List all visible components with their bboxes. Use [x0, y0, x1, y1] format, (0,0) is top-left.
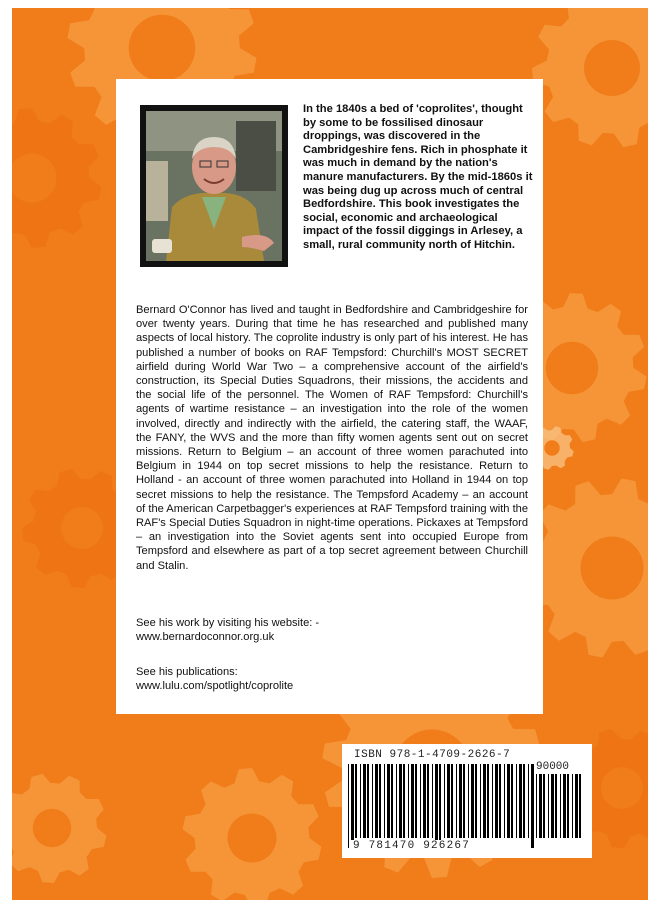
barcode-bar: [567, 774, 569, 838]
book-blurb: In the 1840s a bed of 'coprolites', thought by some to be fossilised dinosaur droppings, was discovered in the Cambridgeshire fens. Rich in phosphate it was much in demand by the nation's manure manufacturers. By the mid-1860s it was being dug up across much of central Bedfordshire. This book investigates the social, economic and archaeological impact of the fossil diggings in Arlesey, a small, rural community north of Hitchin.: [303, 103, 533, 251]
gear-hub: [61, 507, 103, 549]
barcode-bar: [367, 764, 369, 838]
isbn-barcode: [342, 744, 592, 858]
barcode-bar: [396, 764, 397, 838]
barcode-bars: [348, 764, 534, 848]
barcode-bar: [444, 764, 445, 838]
barcode-bar: [384, 764, 385, 838]
barcode-bar: [372, 764, 373, 838]
text-panel: [116, 79, 543, 714]
barcode-bar: [563, 774, 566, 838]
website-intro: See his work by visiting his website: -: [136, 617, 320, 629]
barcode-bar: [408, 764, 409, 838]
barcode-bar: [379, 764, 381, 838]
barcode-bar: [420, 764, 421, 838]
barcode-bar: [475, 764, 477, 838]
barcode-bar: [375, 764, 378, 838]
barcode-bar: [471, 764, 474, 838]
barcode-bar: [495, 764, 498, 838]
barcode-bar: [560, 774, 561, 838]
barcode-bar: [351, 764, 354, 848]
barcode-bar: [579, 774, 581, 838]
author-biography: Bernard O'Connor has lived and taught in Bedfordshire and Cambridgeshire for over twenty years. During that time he has researched and published many aspects of local history. The coprolite industry is only part of his interest. He has published a number of books on RAF Tempsford: Churchill's MOST SECRET airfield during World War Two – a comprehensive account of the airfield's construction, its Special Duties Squadrons, their missions, the accidents and the social life of the personnel. The Women of RAF Tempsford: Churchill's agents of wartime resistance – an investigation into the role of the women involved, directly and indirectly with the airfield, the catering staff, the WAAF, the FANY, the WVS and the more than fifty women agents sent out on secret missions. Return to Belgium – an account of three women parachuted into Belgium in 1944 on top secret missions to help the resistance. Return to Holland - an account of three women parachuted into Holland in 1944 on top secret missions to help the resistance. The Tempsford Academy – an account of the American Carpetbagger's experiences at RAF Tempsford training with the RAF's Special Duties Squadron in night-time operations. Pickaxes at Tempsford – an investigation into the Soviet agents sent into occupied Europe from Tempsford and elsewhere as part of a top secret agreement between Churchill and Stalin.: [136, 304, 528, 572]
barcode-bar: [511, 764, 513, 838]
barcode-bar: [355, 764, 357, 838]
barcode-bar: [504, 764, 505, 838]
barcode-bar: [432, 764, 433, 838]
barcode-bar: [360, 764, 361, 838]
barcode-addon-bars: [536, 774, 586, 848]
barcode-bar: [411, 764, 414, 838]
barcode-bar: [483, 764, 486, 838]
barcode-bar: [399, 764, 402, 838]
barcode-bar: [480, 764, 481, 838]
barcode-bar: [439, 764, 441, 848]
website-section: [136, 616, 528, 644]
isbn-label: ISBN 978-1-4709-2626-7: [354, 749, 511, 761]
barcode-bar: [528, 764, 529, 838]
barcode-bar: [523, 764, 525, 838]
barcode-bar: [575, 774, 578, 838]
website-link[interactable]: www.bernardoconnor.org.uk: [136, 631, 275, 644]
publications-section: [136, 665, 528, 693]
barcode-bar: [539, 774, 542, 838]
barcode-addon-digits: 90000: [536, 761, 570, 773]
barcode-bar: [543, 774, 545, 838]
barcode-bar: [507, 764, 510, 838]
book-back-cover: [12, 8, 648, 900]
barcode-bar: [487, 764, 489, 838]
barcode-bar: [492, 764, 493, 838]
gear-hub: [228, 814, 277, 863]
barcode-bar: [555, 774, 557, 838]
barcode-bar: [516, 764, 517, 838]
barcode-bar: [391, 764, 393, 838]
gear-hub: [601, 767, 643, 809]
barcode-bar: [435, 764, 438, 848]
barcode-digits: 9 781470 926267: [353, 840, 471, 852]
barcode-bar: [459, 764, 462, 838]
gear-hub: [544, 440, 559, 455]
barcode-bar: [447, 764, 450, 838]
barcode-bar: [551, 774, 554, 838]
barcode-bar: [387, 764, 390, 838]
barcode-bar: [548, 774, 549, 838]
gear-hub: [33, 809, 72, 848]
gear-hub: [546, 342, 599, 395]
barcode-bar: [451, 764, 453, 838]
barcode-bar: [403, 764, 405, 838]
publications-link[interactable]: www.lulu.com/spotlight/coprolite: [136, 680, 294, 693]
barcode-bar: [531, 764, 534, 848]
publications-intro: See his publications:: [136, 666, 238, 678]
gear-hub: [584, 40, 640, 96]
gear-hub: [129, 15, 196, 82]
gear-hub: [581, 537, 644, 600]
barcode-bar: [363, 764, 366, 838]
barcode-bar: [348, 764, 349, 848]
barcode-bar: [427, 764, 429, 838]
barcode-bar: [415, 764, 417, 838]
barcode-bar: [423, 764, 426, 838]
barcode-bar: [572, 774, 573, 838]
barcode-bar: [499, 764, 501, 838]
barcode-bar: [456, 764, 457, 838]
barcode-bar: [519, 764, 522, 838]
author-photo: [140, 105, 288, 267]
barcode-bar: [463, 764, 465, 838]
barcode-bar: [468, 764, 469, 838]
barcode-bar: [536, 774, 537, 838]
